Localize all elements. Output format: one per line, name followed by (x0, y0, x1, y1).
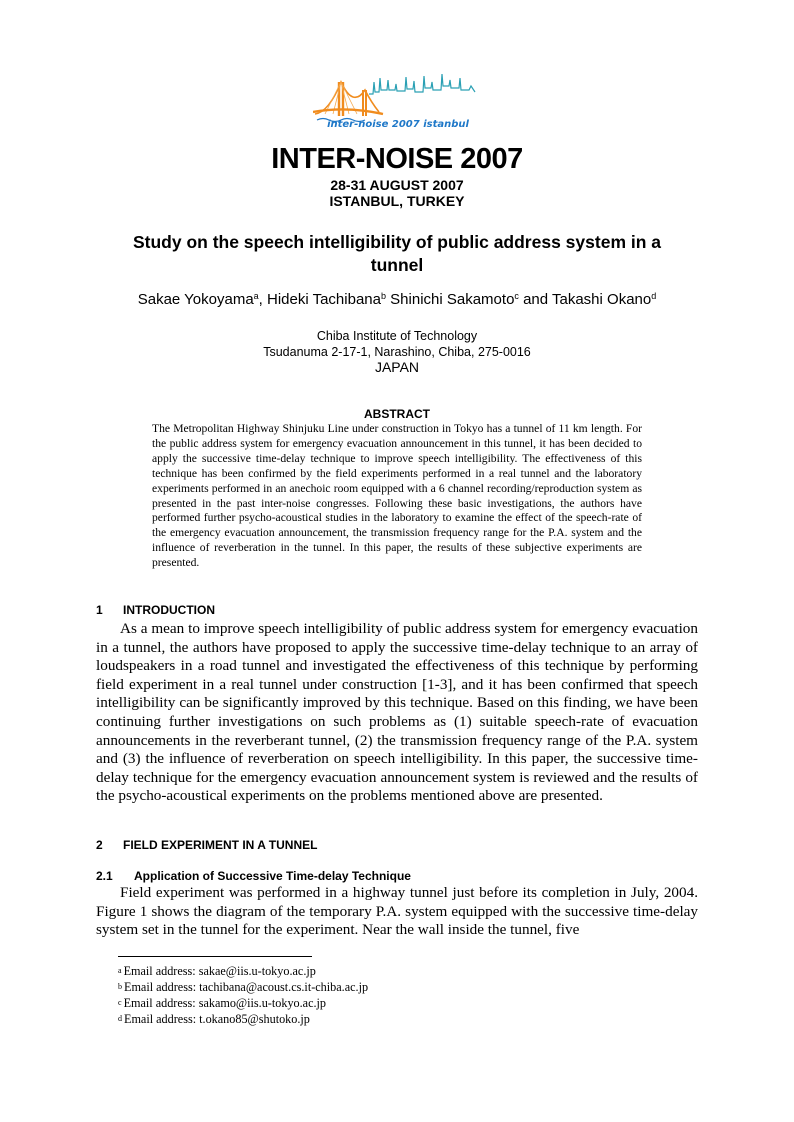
section-number: 1 (96, 603, 103, 617)
logo-caption: inter-noise 2007 istanbul (327, 119, 469, 130)
footnote (118, 1012, 310, 1028)
subsection-number: 2.1 (96, 869, 113, 883)
introduction-paragraph: As a mean to improve speech intelligibility of public address system for emergency evacuation in a tunnel, the authors have proposed to apply the successive time-delay technique to an array of loudspeakers in a road tunnel and investigated the effectiveness of this technique by performing field experiment in a real tunnel under construction [1-3], and it has been confirmed that speech intelligibility can be significantly improved by this technique. Based on this finding, we have been continuing further investigations on such problems as (1) suitable speech-rate of evacuation announcements in the reverberant tunnel, (2) the transmission frequency range of the P.A. system and (3) the influence of reverberation on speech intelligibility. In this paper, the successive time-delay technique for the emergency evacuation announcement system is reviewed and the results of the psycho-acoustical experiments on the problems mentioned above are presented. (96, 620, 698, 805)
author-name: Sakae Yokoyama (137, 291, 254, 308)
conference-dates: 28-31 AUGUST 2007 (330, 177, 464, 193)
paper-title: Study on the speech intelligibility of public address system in a tunnel (132, 232, 662, 275)
section-heading-introduction (96, 603, 215, 617)
author-separator: , (258, 291, 268, 308)
footnote-text: Email address: sakae@iis.u-tokyo.ac.jp (123, 964, 316, 978)
footnote (118, 964, 316, 980)
footnote-text: Email address: tachibana@acoust.cs.it-chiba.ac.jp (124, 980, 369, 994)
abstract-text: The Metropolitan Highway Shinjuku Line under construction in Tokyo has a tunnel of 11 km length. For the public address system for emergency evacuation announcement in this tunnel, it has been decided to apply the successive time-delay technique to improve speech intelligibility. The effectiveness of this technique has been confirmed by the field experiments performed in a real tunnel and the laboratory experiments performed in an anechoic room equipped with a 6 channel recording/reproduction system as presented in the past inter-noise congresses. Following these basic investigations, the authors have performed further psycho-acoustical studies in the laboratory to examine the effect of the speech-rate of the emergency evacuation announcement, the transmission frequency range for the P.A. system and the influence of reverberation in the tunnel. In this paper, the results of these subjective experiments are presented. (152, 422, 642, 570)
section-heading-field-experiment (96, 838, 317, 852)
subsection-heading (96, 869, 411, 883)
footnote-divider (118, 956, 312, 957)
subsection-title: Application of Successive Time-delay Technique (134, 869, 411, 883)
footnote (118, 996, 326, 1012)
conference-logo (313, 68, 483, 134)
subsection-paragraph: Field experiment was performed in a highway tunnel just before its completion in July, 2004. Figure 1 shows the diagram of the temporary P.A. system equipped with the successive time-delay system set in the tunnel for the experiment. Near the wall inside the tunnel, five (96, 884, 698, 939)
conference-location: ISTANBUL, TURKEY (329, 193, 465, 209)
section-number: 2 (96, 838, 103, 852)
author-affil-mark: a (253, 291, 259, 301)
abstract-heading: ABSTRACT (364, 407, 430, 421)
footnote-mark: b (118, 982, 122, 991)
footnote-text: Email address: sakamo@iis.u-tokyo.ac.jp (123, 996, 327, 1010)
footnote-mark: a (118, 966, 122, 975)
footnote-text: Email address: t.okano85@shutoko.jp (124, 1012, 310, 1026)
author-affil-mark: b (380, 291, 386, 301)
author-name: Takashi Okano (552, 291, 652, 308)
footnote-mark: d (118, 1014, 122, 1023)
conference-title: INTER-NOISE 2007 (271, 143, 523, 175)
section-title: INTRODUCTION (123, 603, 215, 617)
author-name: Hideki Tachibana (267, 291, 381, 308)
author-name: Shinichi Sakamoto (390, 291, 515, 308)
footnote (118, 980, 368, 996)
country: JAPAN (374, 359, 420, 375)
author-separator: and (518, 291, 552, 308)
author-affil-mark: d (651, 291, 657, 301)
author-list (110, 290, 684, 309)
author-affil-mark: c (514, 291, 519, 301)
section-title: FIELD EXPERIMENT IN A TUNNEL (123, 838, 318, 852)
footnote-mark: c (118, 998, 122, 1007)
address: Tsudanuma 2-17-1, Narashino, Chiba, 275-0016 (263, 345, 531, 359)
affiliation: Chiba Institute of Technology (316, 329, 478, 343)
